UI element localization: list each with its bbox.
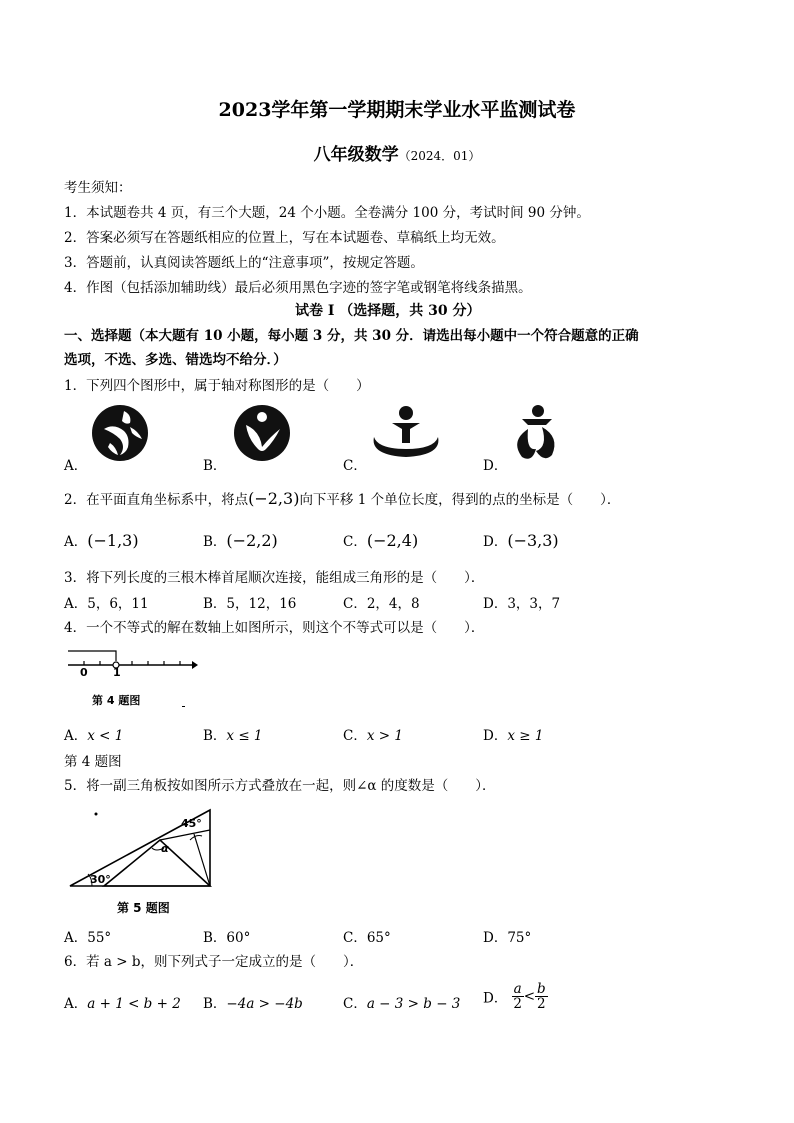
q6-answer-d-left-fraction: $\frac{a}{2}$ xyxy=(513,981,522,1013)
q1-figure-a xyxy=(90,403,150,463)
q1-figure-c xyxy=(370,405,442,461)
notice-heading: 考生须知： xyxy=(64,180,132,196)
notice-item: 3．答题前，认真阅读答题纸上的“注意事项”，按规定答题。 xyxy=(64,255,424,271)
notice-item: 2．答案必须写在答题纸相应的位置上，写在本试题卷、草稿纸上均无效。 xyxy=(64,230,505,246)
subject-label: 八年级数学 xyxy=(313,145,399,165)
q2-option-d: D．(−3,3) xyxy=(483,531,559,550)
q2-option-c: C．(−2,4) xyxy=(343,531,419,550)
q4-answer-a: x < 1 xyxy=(87,728,124,744)
q4-caption-text: 第 4 题图 xyxy=(64,754,122,770)
q1-option-c-label: C． xyxy=(343,458,367,474)
q4-option-b: B．x ≤ 1 xyxy=(203,728,263,744)
q2-option-b: B．(−2,2) xyxy=(203,531,278,550)
q2-option-a: A．(−1,3) xyxy=(64,531,139,550)
stray-mark xyxy=(182,706,185,707)
q3-stem: 3．将下列长度的三根木棒首尾顺次连接，能组成三角形的是（ ）． xyxy=(64,570,485,586)
q4-axis-label-1: 1 xyxy=(113,666,121,679)
q5-option-c: C．65° xyxy=(343,930,391,946)
q4-stem: 4．一个不等式的解在数轴上如图所示，则这个不等式可以是（ ）． xyxy=(64,620,485,636)
q4-answer-d: x ≥ 1 xyxy=(507,728,544,744)
q6-stem: 6．若 a > b，则下列式子一定成立的是（ ）． xyxy=(64,954,364,970)
q4-option-a: A．x < 1 xyxy=(64,728,124,744)
q6-option-b: B．−4a > −4b xyxy=(203,996,303,1012)
exam-title: 2023学年第一学期期末学业水平监测试卷 xyxy=(218,99,576,121)
q2-stem-part1: 2．在平面直角坐标系中，将点 xyxy=(64,492,249,508)
q5-angle-30: 30° xyxy=(90,873,111,886)
section-title: 试卷 I （选择题，共 30 分） xyxy=(295,303,481,319)
q1-stem: 1．下列四个图形中，属于轴对称图形的是（ ） xyxy=(64,378,370,394)
notice-item: 4．作图（包括添加辅助线）最后必须用黑色字迹的签字笔或钢笔将线条描黑。 xyxy=(64,280,532,296)
q3-option-a: A．5，6，11 xyxy=(64,596,149,612)
q1-option-a-label: A． xyxy=(64,458,88,474)
q6-answer-a: a + 1 < b + 2 xyxy=(87,996,181,1012)
q5-stem: 5．将一副三角板按如图所示方式叠放在一起，则∠α 的度数是（ ）． xyxy=(64,778,496,794)
exam-subtitle xyxy=(0,140,794,165)
q4-option-d: D．x ≥ 1 xyxy=(483,728,544,744)
q1-option-d-label: D． xyxy=(483,458,508,474)
q5-option-d: D．75° xyxy=(483,930,532,946)
q2-answer-d: (−3,3) xyxy=(507,531,559,550)
q6-option-a: A．a + 1 < b + 2 xyxy=(64,996,181,1012)
q6-option-c: C．a − 3 > b − 3 xyxy=(343,996,461,1012)
q3-option-b: B．5，12，16 xyxy=(203,596,297,612)
q2-answer-c: (−2,4) xyxy=(366,531,419,550)
q5-option-b: B．60° xyxy=(203,930,251,946)
q5-angle-45: 45° xyxy=(181,817,202,830)
q2-point: (−2,3) xyxy=(248,489,300,508)
section-instruction: 一、选择题（本大题有 10 小题，每小题 3 分，共 30 分．请选出每小题中一个符合题意的正确 xyxy=(64,328,639,344)
q4-answer-b: x ≤ 1 xyxy=(226,728,263,744)
q5-triangles-figure xyxy=(64,800,224,896)
q4-option-c: C．x > 1 xyxy=(343,728,403,744)
q6-answer-c: a − 3 > b − 3 xyxy=(366,996,461,1012)
notice-item: 1．本试题卷共 4 页，有三个大题，24 个小题。全卷满分 100 分，考试时间 90 分钟。 xyxy=(64,205,590,221)
section-instruction-cont: 选项，不选、多选、错选均不给分．） xyxy=(64,352,287,368)
q5-option-a: A．55° xyxy=(64,930,112,946)
q4-answer-c: x > 1 xyxy=(366,728,403,744)
q2-answer-b: (−2,2) xyxy=(226,531,278,550)
q4-figure-caption: 第 4 题图 xyxy=(92,694,141,707)
q6-answer-d-operator: < xyxy=(523,988,535,1005)
q3-option-c: C．2，4，8 xyxy=(343,596,420,612)
q6-answer-d-right-fraction: $\frac{b}{2}$ xyxy=(537,981,546,1013)
q3-option-d: D．3，3，7 xyxy=(483,596,561,612)
q2-stem xyxy=(64,488,620,508)
q6-option-d: D． $\frac{a}{2}$ < $\frac{b}{2}$ xyxy=(483,981,546,1013)
q4-axis-label-0: 0 xyxy=(80,666,88,679)
q2-stem-part2: 向下平移 1 个单位长度，得到的点的坐标是（ ）． xyxy=(299,492,621,508)
q1-figure-d xyxy=(508,403,564,463)
exam-date: （2024．01） xyxy=(398,149,481,163)
q6-answer-b: −4a > −4b xyxy=(226,996,303,1012)
q2-answer-a: (−1,3) xyxy=(87,531,139,550)
q1-option-b-label: B． xyxy=(203,458,227,474)
q5-angle-alpha: α xyxy=(161,842,169,855)
q1-figure-b xyxy=(232,403,292,463)
q5-figure-caption: 第 5 题图 xyxy=(117,901,170,915)
